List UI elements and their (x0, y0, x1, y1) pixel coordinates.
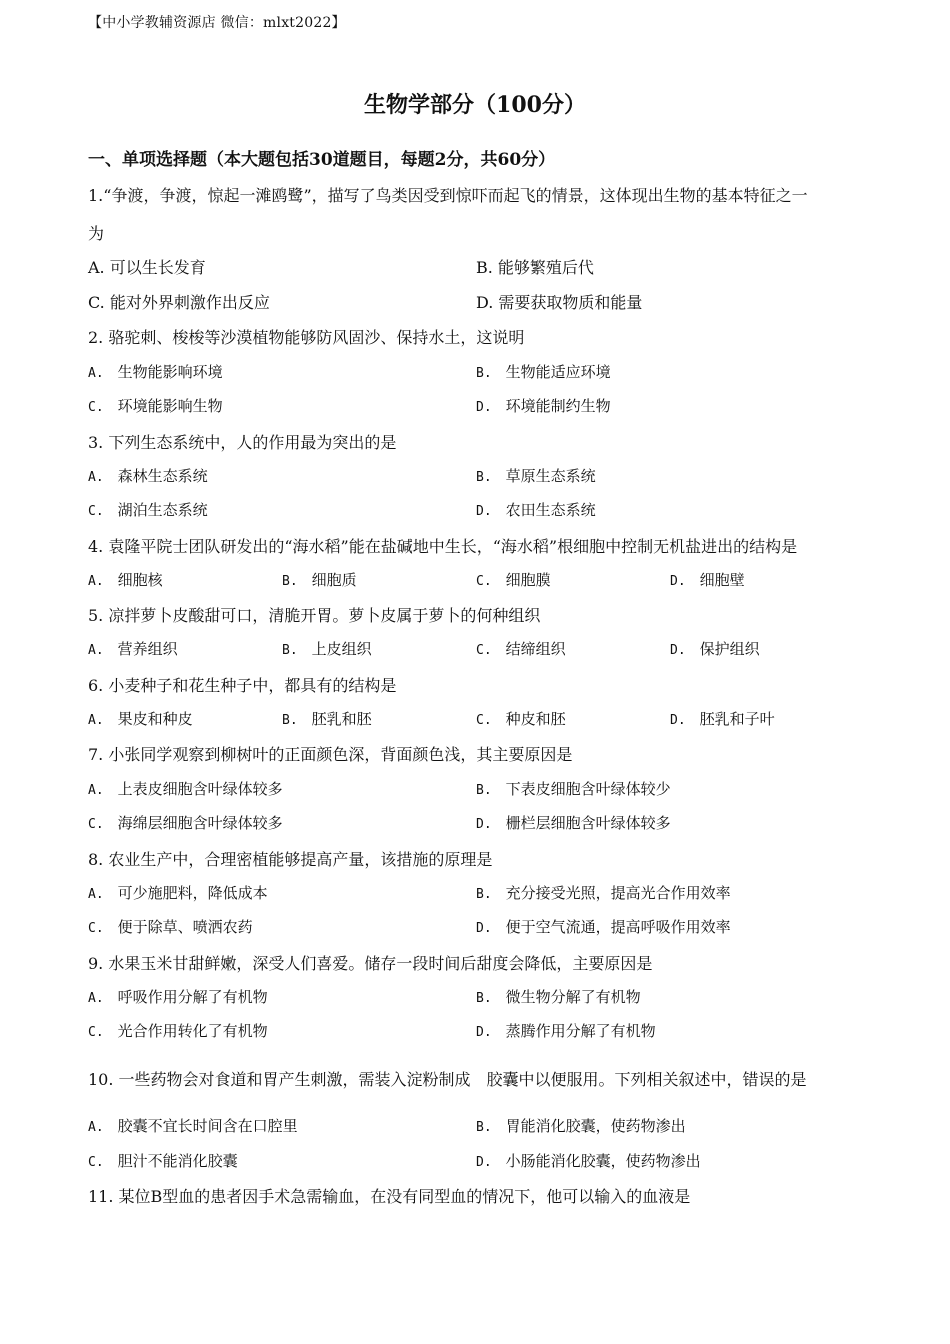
option-label: A. (88, 887, 104, 902)
question-2-option-a (88, 361, 223, 382)
option-label: B. (282, 574, 298, 589)
question-3-option-b (476, 465, 596, 486)
question-2-stem: 2. 骆驼刺、梭梭等沙漠植物能够防风固沙、保持水土，这说明 (88, 328, 525, 347)
question-4-stem: 4. 袁隆平院士团队研发出的“海水稻”能在盐碱地中生长，“海水稻”根细胞中控制无机盐进出的结构是 (88, 537, 798, 556)
question-11-stem: 11. 某位B型血的患者因手术急需输血，在没有同型血的情况下，他可以输入的血液是 (88, 1187, 691, 1206)
question-7-option-d (476, 812, 671, 833)
option-text: 可少施肥料，降低成本 (117, 884, 268, 902)
question-8-option-b (476, 882, 731, 903)
option-label: B. (282, 643, 298, 658)
question-1-option-c: C. 能对外界刺激作出反应 (88, 293, 270, 312)
question-10-option-d (476, 1150, 701, 1171)
option-label: B. (476, 470, 492, 485)
question-2-option-c (88, 395, 223, 416)
option-text: 光合作用转化了有机物 (117, 1022, 268, 1040)
option-text: 果皮和种皮 (117, 710, 193, 728)
question-8-option-c (88, 916, 253, 937)
option-text: 便于空气流通，提高呼吸作用效率 (505, 918, 731, 936)
question-1-option-d: D. 需要获取物质和能量 (476, 293, 643, 312)
option-text: 湖泊生态系统 (117, 501, 208, 519)
question-3-option-c (88, 499, 208, 520)
option-label: B. (476, 991, 492, 1006)
option-text: 呼吸作用分解了有机物 (117, 988, 268, 1006)
question-3-option-d (476, 499, 596, 520)
question-8-option-a (88, 882, 268, 903)
question-2-option-d (476, 395, 611, 416)
question-6-option-a (88, 708, 193, 729)
option-text: 便于除草、喷洒农药 (117, 918, 253, 936)
question-5-option-c (476, 638, 566, 659)
option-text: 小肠能消化胶囊，使药物渗出 (505, 1152, 701, 1170)
question-1-option-b: B. 能够繁殖后代 (476, 258, 594, 277)
option-text: 充分接受光照，提高光合作用效率 (505, 884, 731, 902)
option-text: 结缔组织 (505, 640, 566, 658)
question-10-stem: 10. 一些药物会对食道和胃产生刺激，需装入淀粉制成 胶囊中以便服用。下列相关叙述中，错误的是 (88, 1070, 807, 1089)
option-text: 细胞核 (117, 571, 163, 589)
option-text: 细胞壁 (699, 571, 745, 589)
option-label: C. (476, 643, 492, 658)
option-label: D. (476, 921, 492, 936)
option-text: 细胞膜 (505, 571, 551, 589)
question-5-option-b (282, 638, 372, 659)
question-6-stem: 6. 小麦种子和花生种子中，都具有的结构是 (88, 676, 397, 695)
option-text: 保护组织 (699, 640, 760, 658)
watermark-text: 【中小学教辅资源店 微信：mlxt2022】 (88, 15, 346, 31)
question-6-option-c (476, 708, 566, 729)
question-4-option-d (670, 569, 745, 590)
option-text: 胶囊不宜长时间含在口腔里 (117, 1117, 298, 1135)
question-7-stem: 7. 小张同学观察到柳树叶的正面颜色深，背面颜色浅，其主要原因是 (88, 745, 573, 764)
option-label: D. (476, 504, 492, 519)
question-10-option-b (476, 1115, 686, 1136)
option-label: D. (670, 713, 686, 728)
question-10-option-c (88, 1150, 238, 1171)
option-label: C. (88, 1025, 104, 1040)
question-9-option-a (88, 986, 268, 1007)
option-label: C. (88, 400, 104, 415)
option-label: A. (88, 783, 104, 798)
question-2-option-b (476, 361, 611, 382)
section-heading: 一、单项选择题（本大题包括30道题目，每题2分，共60分） (88, 150, 556, 170)
option-label: A. (88, 574, 104, 589)
question-6-option-b (282, 708, 372, 729)
question-5-option-a (88, 638, 178, 659)
option-text: 栅栏层细胞含叶绿体较多 (505, 814, 671, 832)
question-1-stem-cont: 为 (88, 224, 105, 243)
option-text: 草原生态系统 (505, 467, 596, 485)
option-label: D. (670, 643, 686, 658)
option-label: D. (476, 1155, 492, 1170)
option-text: 营养组织 (117, 640, 178, 658)
option-text: 胆汁不能消化胶囊 (117, 1152, 238, 1170)
option-label: D. (476, 817, 492, 832)
option-label: A. (88, 470, 104, 485)
option-label: A. (88, 643, 104, 658)
option-text: 胚乳和胚 (311, 710, 372, 728)
page-title: 生物学部分（100分） (364, 92, 586, 118)
question-9-stem: 9. 水果玉米甘甜鲜嫩，深受人们喜爱。储存一段时间后甜度会降低，主要原因是 (88, 954, 653, 973)
question-4-option-a (88, 569, 163, 590)
question-7-option-c (88, 812, 283, 833)
option-text: 环境能制约生物 (505, 397, 611, 415)
option-text: 农田生态系统 (505, 501, 596, 519)
option-label: C. (88, 1155, 104, 1170)
question-7-option-a (88, 778, 283, 799)
option-label: D. (476, 400, 492, 415)
option-label: B. (476, 1120, 492, 1135)
question-1-stem: 1.“争渡，争渡，惊起一滩鸥鹭”，描写了鸟类因受到惊吓而起飞的情景，这体现出生物的基本特征之一 (88, 186, 808, 205)
option-text: 胃能消化胶囊，使药物渗出 (505, 1117, 686, 1135)
option-label: B. (476, 783, 492, 798)
question-8-option-d (476, 916, 731, 937)
question-6-option-d (670, 708, 775, 729)
option-text: 生物能适应环境 (505, 363, 611, 381)
question-3-stem: 3. 下列生态系统中，人的作用最为突出的是 (88, 433, 397, 452)
option-text: 细胞质 (311, 571, 357, 589)
option-label: C. (476, 713, 492, 728)
option-label: A. (88, 713, 104, 728)
option-text: 海绵层细胞含叶绿体较多 (117, 814, 283, 832)
option-label: D. (670, 574, 686, 589)
option-label: A. (88, 1120, 104, 1135)
option-label: C. (88, 921, 104, 936)
option-text: 微生物分解了有机物 (505, 988, 641, 1006)
question-9-option-c (88, 1020, 268, 1041)
question-9-option-b (476, 986, 641, 1007)
question-8-stem: 8. 农业生产中，合理密植能够提高产量，该措施的原理是 (88, 850, 493, 869)
option-label: C. (88, 504, 104, 519)
question-5-option-d (670, 638, 760, 659)
option-label: A. (88, 366, 104, 381)
option-text: 胚乳和子叶 (699, 710, 775, 728)
option-text: 生物能影响环境 (117, 363, 223, 381)
question-5-stem: 5. 凉拌萝卜皮酸甜可口，清脆开胃。萝卜皮属于萝卜的何种组织 (88, 606, 541, 625)
question-4-option-b (282, 569, 357, 590)
option-text: 下表皮细胞含叶绿体较少 (505, 780, 671, 798)
option-label: D. (476, 1025, 492, 1040)
option-text: 森林生态系统 (117, 467, 208, 485)
question-9-option-d (476, 1020, 656, 1041)
option-text: 种皮和胚 (505, 710, 566, 728)
option-label: B. (476, 366, 492, 381)
option-label: C. (88, 817, 104, 832)
option-text: 上皮组织 (311, 640, 372, 658)
option-text: 环境能影响生物 (117, 397, 223, 415)
option-label: B. (282, 713, 298, 728)
option-text: 上表皮细胞含叶绿体较多 (117, 780, 283, 798)
option-label: C. (476, 574, 492, 589)
question-7-option-b (476, 778, 671, 799)
question-1-option-a: A. 可以生长发育 (88, 258, 206, 277)
question-4-option-c (476, 569, 551, 590)
question-10-option-a (88, 1115, 298, 1136)
option-text: 蒸腾作用分解了有机物 (505, 1022, 656, 1040)
option-label: B. (476, 887, 492, 902)
question-3-option-a (88, 465, 208, 486)
option-label: A. (88, 991, 104, 1006)
